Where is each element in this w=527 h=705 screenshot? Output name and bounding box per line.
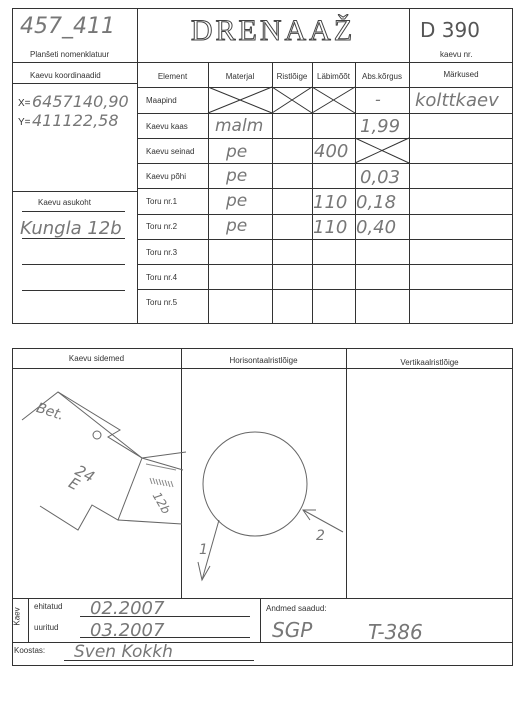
well-number-value: D 390: [420, 18, 480, 42]
row-element: Toru nr.2: [146, 222, 178, 231]
pipe-1-label: 1: [199, 542, 208, 558]
page-title: DRENAAŽ: [190, 14, 356, 47]
compiled-label: Koostas:: [14, 646, 46, 655]
nomenclature-value: 457_411: [20, 14, 115, 39]
row-abs: 0,03: [360, 167, 401, 188]
header-cross-section: Ristlõige: [276, 72, 308, 81]
coords-label: Kaevu koordinaadid: [30, 71, 101, 80]
divider: [12, 598, 513, 599]
header-abs-height: Abs.kõrgus: [361, 72, 403, 81]
row-element: Toru nr.3: [146, 248, 178, 257]
underline: [64, 660, 254, 661]
row-element: Toru nr.5: [146, 298, 178, 307]
data-from-value: SGP: [272, 618, 313, 642]
header-notes: Märkused: [443, 70, 479, 79]
sketch-col3-label: Vertikaalristlõige: [400, 358, 459, 367]
building-label: Bet.: [34, 400, 66, 424]
header-material: Materjal: [225, 72, 255, 81]
y-coordinate: 411122,58: [32, 111, 119, 130]
row-element: Kaevu seinad: [146, 147, 195, 156]
x-coordinate: 6457140,90: [32, 92, 129, 111]
divider: [28, 598, 29, 642]
street-number: 12b: [149, 489, 174, 517]
inspected-label: uuritud: [34, 623, 59, 632]
row-notes: kolttkaev: [415, 90, 499, 111]
side-label: Kaev: [12, 607, 22, 626]
row-material: pe: [226, 191, 248, 211]
y-prefix: Y=: [18, 117, 31, 128]
row-abs: -: [375, 90, 381, 109]
row-material: pe: [226, 216, 248, 236]
row-element: Kaevu kaas: [146, 122, 188, 131]
built-label: ehitatud: [34, 602, 63, 611]
header-element: Element: [157, 72, 188, 81]
row-material: pe: [226, 166, 248, 186]
row-material: pe: [226, 142, 248, 162]
location-label: Kaevu asukoht: [38, 198, 91, 207]
well-marker: [93, 431, 101, 439]
row-element: Toru nr.4: [146, 273, 178, 282]
location-value: Kungla 12b: [20, 218, 122, 239]
sketch-col2-label: Horisontaalristlõige: [229, 356, 298, 365]
row-element: Toru nr.1: [146, 197, 178, 206]
row-abs: 0,40: [356, 217, 397, 238]
sketch-col1-label: Kaevu sidemed: [68, 354, 125, 363]
well-number-label: kaevu nr.: [440, 50, 473, 59]
data-from-label: Andmed saadud:: [266, 604, 327, 613]
x-prefix: X=: [18, 98, 31, 109]
row-abs: 1,99: [360, 116, 401, 137]
row-element: Kaevu põhi: [146, 172, 187, 181]
header-diameter: Läbimõõt: [317, 72, 350, 81]
underline: [80, 616, 250, 617]
row-abs: 0,18: [356, 192, 397, 213]
nomenclature-label: Planšeti nomenklatuur: [30, 50, 110, 59]
row-material: malm: [215, 116, 264, 136]
building-number: 24 E: [65, 461, 98, 495]
pipe-2-label: 2: [316, 528, 325, 544]
divider: [260, 598, 261, 642]
row-diameter: 110: [313, 192, 348, 213]
underline: [80, 637, 250, 638]
inspected-date: 03.2007: [90, 620, 165, 641]
data-from-code: T-386: [368, 620, 423, 644]
row-diameter: 400: [314, 141, 349, 162]
row-diameter: 110: [313, 217, 348, 238]
row-element: Maapind: [146, 96, 177, 105]
built-date: 02.2007: [90, 598, 165, 619]
compiled-value: Sven Kokkh: [74, 642, 173, 662]
